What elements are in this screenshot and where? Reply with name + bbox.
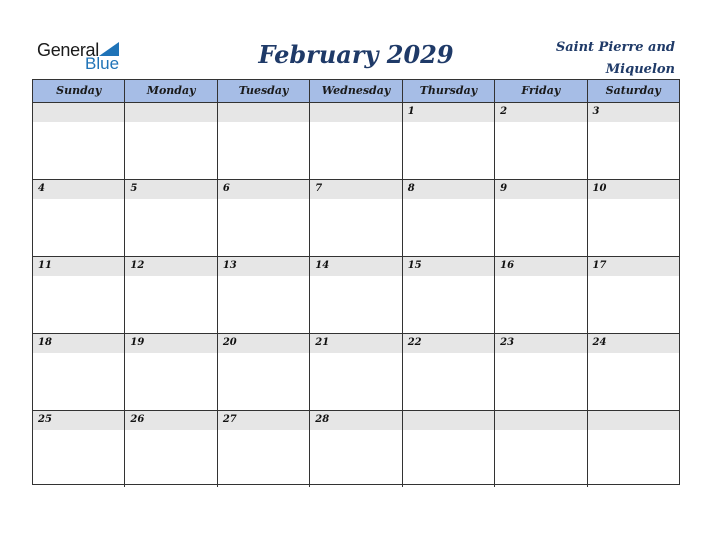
day-cell[interactable] <box>588 257 679 333</box>
day-cell[interactable] <box>125 334 217 410</box>
day-number: 13 <box>222 260 237 271</box>
day-number: 15 <box>407 260 422 271</box>
day-number: 4 <box>38 183 45 194</box>
day-number: 3 <box>592 106 600 117</box>
day-cell[interactable] <box>33 334 125 410</box>
day-cell[interactable] <box>218 257 310 333</box>
day-number: 8 <box>407 183 415 194</box>
day-number: 1 <box>407 106 415 117</box>
day-cell[interactable] <box>125 257 217 333</box>
day-header-band <box>495 411 586 430</box>
day-cell[interactable] <box>403 180 495 256</box>
week-row <box>33 410 679 487</box>
day-cell[interactable] <box>33 411 125 487</box>
day-header-band <box>403 103 494 122</box>
day-cell[interactable] <box>588 334 679 410</box>
calendar-title: February 2029 <box>258 40 454 69</box>
day-cell[interactable] <box>310 257 402 333</box>
day-header-band <box>125 103 216 122</box>
day-cell[interactable] <box>588 411 679 487</box>
day-number: 16 <box>500 260 515 271</box>
day-number: 11 <box>38 260 52 271</box>
day-cell[interactable] <box>218 180 310 256</box>
day-header-band <box>495 103 586 122</box>
day-header-band <box>218 180 309 199</box>
day-header-band <box>218 103 309 122</box>
day-cell[interactable] <box>33 180 125 256</box>
day-cell[interactable] <box>125 411 217 487</box>
weekday-saturday: Saturday <box>605 84 661 97</box>
day-cell[interactable] <box>588 103 679 179</box>
day-number: 25 <box>38 414 52 425</box>
day-number: 26 <box>130 414 145 425</box>
day-cell[interactable] <box>310 334 402 410</box>
day-header-band <box>495 180 586 199</box>
day-cell[interactable] <box>588 180 679 256</box>
day-cell[interactable] <box>218 334 310 410</box>
day-number: 24 <box>592 337 607 348</box>
weekday-monday: Monday <box>125 80 217 102</box>
day-header-band <box>588 103 679 122</box>
day-cell[interactable] <box>310 180 402 256</box>
day-cell[interactable] <box>403 257 495 333</box>
day-cell[interactable] <box>310 103 402 179</box>
day-header-band <box>310 180 401 199</box>
weekday-friday: Friday <box>495 80 587 102</box>
day-cell[interactable] <box>125 180 217 256</box>
week-row <box>33 102 679 179</box>
day-number: 12 <box>130 260 145 271</box>
day-number: 19 <box>130 337 145 348</box>
calendar-grid <box>32 79 680 485</box>
day-number: 21 <box>315 337 330 348</box>
day-cell[interactable] <box>33 257 125 333</box>
day-cell[interactable] <box>218 103 310 179</box>
day-header-band <box>403 180 494 199</box>
day-number: 7 <box>315 183 323 194</box>
day-number: 5 <box>130 183 138 194</box>
day-header-band <box>33 180 124 199</box>
week-row <box>33 179 679 256</box>
weekday-thursday: Thursday <box>403 80 495 102</box>
day-cell[interactable] <box>495 103 587 179</box>
day-cell[interactable] <box>403 411 495 487</box>
day-number: 17 <box>592 260 607 271</box>
day-cell[interactable] <box>495 257 587 333</box>
day-number: 23 <box>500 337 515 348</box>
week-row <box>33 256 679 333</box>
day-cell[interactable] <box>403 103 495 179</box>
day-header-band <box>33 103 124 122</box>
day-header-band <box>310 103 401 122</box>
day-number: 27 <box>222 414 237 425</box>
region-name: Saint Pierre and Miquelon <box>555 40 675 77</box>
day-number: 20 <box>222 337 237 348</box>
day-number: 28 <box>315 414 330 425</box>
day-number: 14 <box>315 260 330 271</box>
day-cell[interactable] <box>33 103 125 179</box>
day-number: 22 <box>407 337 422 348</box>
weekday-header <box>33 80 679 103</box>
day-cell[interactable] <box>495 180 587 256</box>
logo-general-text: General <box>37 40 99 60</box>
weekday-sunday: Sunday <box>33 80 125 102</box>
weekday-tuesday: Tuesday <box>218 80 310 102</box>
day-header-band <box>588 411 679 430</box>
day-cell[interactable] <box>495 334 587 410</box>
day-header-band <box>125 180 216 199</box>
day-cell[interactable] <box>218 411 310 487</box>
day-cell[interactable] <box>403 334 495 410</box>
day-number: 18 <box>38 337 52 348</box>
day-header-band <box>403 411 494 430</box>
day-number: 9 <box>500 183 508 194</box>
day-cell[interactable] <box>310 411 402 487</box>
day-cell[interactable] <box>495 411 587 487</box>
day-number: 10 <box>592 183 607 194</box>
week-row <box>33 333 679 410</box>
day-cell[interactable] <box>125 103 217 179</box>
day-number: 2 <box>500 106 508 117</box>
logo-blue-text: Blue <box>85 54 120 73</box>
day-number: 6 <box>222 183 230 194</box>
weekday-wednesday: Wednesday <box>310 80 402 102</box>
